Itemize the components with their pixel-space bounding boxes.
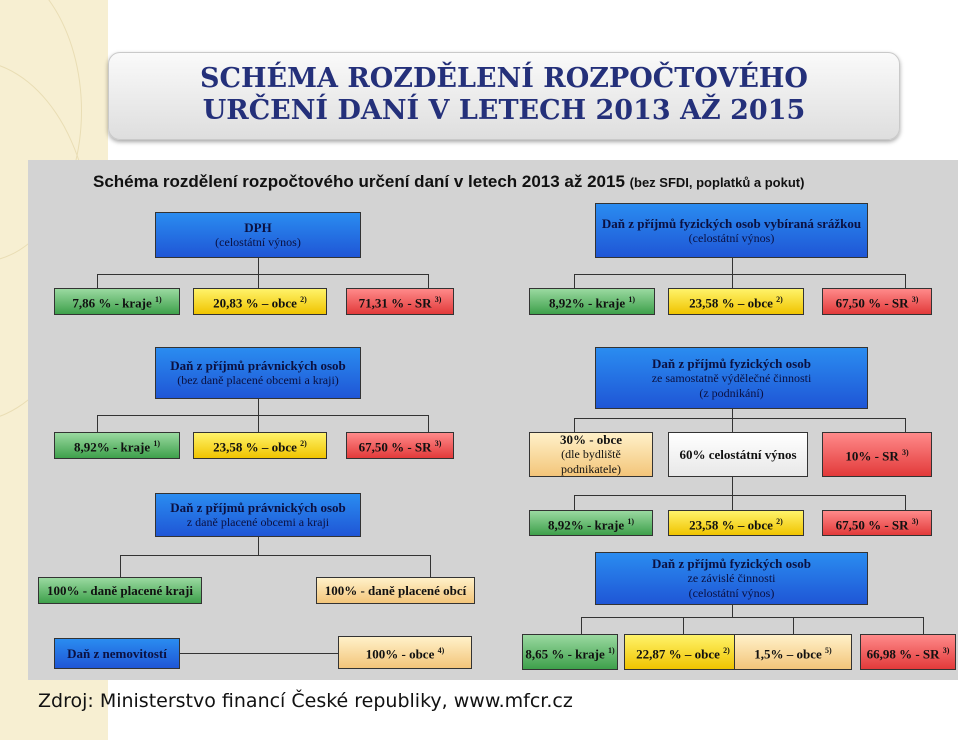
connector-line <box>574 495 575 510</box>
dppo-obce-100-text: 100% - daně placené obcí <box>324 583 467 598</box>
dpfo-zc-box <box>595 552 868 605</box>
connector-line <box>923 617 924 634</box>
connector-line <box>793 617 794 634</box>
dpfo-zc-obce-box <box>624 634 742 670</box>
connector-line <box>732 418 733 432</box>
dpfo-svc-note-1: ze samostatně výdělečné činnosti <box>651 370 812 385</box>
dpfo-svc-name: Daň z příjmů fyzických osob <box>652 355 811 371</box>
footnote-mark: 1) <box>153 439 161 449</box>
dpfo-zc-note-1: ze závislé činnosti <box>687 571 776 585</box>
dpfo-svc-sr-text: 10% - SR <box>845 448 899 464</box>
connector-line <box>97 274 98 288</box>
dpfo-svc-box <box>595 347 868 409</box>
dpfo-zc-obce-2-text: 1,5% – obce <box>754 646 822 662</box>
dph-kraje-text: 7,86 % - kraje <box>72 295 152 311</box>
dpfo-svc-obce-text: 30% - obce <box>559 432 623 447</box>
connector-line <box>732 605 733 617</box>
dppo-obce-box <box>193 432 327 459</box>
dpfo-srazka-kraje-box <box>529 288 655 315</box>
connector-line <box>97 415 98 432</box>
dppo-kraje-100-text: 100% - daně placené kraji <box>47 583 193 598</box>
dppo-obce-kraje-name: Daň z příjmů právnických osob <box>170 500 346 515</box>
connector-line <box>120 555 430 556</box>
connector-line <box>574 495 905 496</box>
footnote-mark: 2) <box>300 439 307 449</box>
footnote-mark: 4) <box>437 646 445 656</box>
dppo-obce-text: 23,58 % – obce <box>213 439 297 455</box>
connector-line <box>683 617 684 634</box>
slide-title-line-2: URČENÍ DANÍ V LETECH 2013 AŽ 2015 <box>202 95 806 126</box>
dpfo-zc-note-2: (celostátní výnos) <box>688 586 775 600</box>
connector-line <box>905 274 906 288</box>
connector-line <box>581 617 923 618</box>
connector-line <box>905 418 906 432</box>
dppo-name: Daň z příjmů právnických osob <box>170 358 346 373</box>
dpfo-srazka-box <box>595 203 868 258</box>
dppo-obce-kraje-box <box>155 493 361 537</box>
dpfo-srazka-sr-box <box>822 288 932 315</box>
dph-sr-text: 71,31 % - SR <box>358 295 432 311</box>
footnote-mark: 3) <box>902 448 909 458</box>
dpfo-svc-celostatni-text: 60% celostátní výnos <box>679 447 797 462</box>
dph-note: (celostátní výnos) <box>215 235 301 249</box>
footnote-mark: 1) <box>627 516 635 526</box>
dpfo-svc-celostatni-box <box>668 432 808 477</box>
slide-title-box <box>108 52 900 140</box>
scheme-title <box>93 172 804 192</box>
source-caption: Zdroj: Ministerstvo financí České republiky, www.mfcr.cz <box>38 690 573 712</box>
dpfo-svc-sub-sr-text: 67,50 % - SR <box>835 517 909 533</box>
connector-line <box>732 477 733 495</box>
dpfo-srazka-obce-text: 23,58 % – obce <box>689 295 773 311</box>
scheme-title-text: Schéma rozdělení rozpočtového určení daní v letech 2013 až 2015 <box>93 172 625 191</box>
footnote-mark: 3) <box>942 645 950 655</box>
connector-line <box>258 537 259 555</box>
dpfo-zc-obce-text: 22,87 % – obce <box>636 646 720 662</box>
dppo-sr-text: 67,50 % - SR <box>358 439 432 455</box>
connector-line <box>430 555 431 577</box>
nemovitosti-name: Daň z nemovitostí <box>67 646 167 661</box>
dppo-kraje-box <box>54 432 180 459</box>
connector-line <box>732 274 733 288</box>
dpfo-svc-sub-sr-box <box>822 510 932 536</box>
footnote-mark: 1) <box>155 295 162 305</box>
footnote-mark: 5) <box>825 645 832 655</box>
dpfo-zc-kraje-box <box>522 634 618 670</box>
dph-obce-text: 20,83 % – obce <box>213 295 297 311</box>
scheme-title-note: (bez SFDI, poplatků a pokut) <box>629 175 805 190</box>
connector-line <box>574 418 905 419</box>
connector-line <box>258 258 259 274</box>
connector-line <box>97 274 428 275</box>
tax-distribution-scheme <box>28 160 958 680</box>
dpfo-svc-obce-note: (dle bydliště podnikatele) <box>561 447 621 476</box>
dppo-kraje-text: 8,92% - kraje <box>73 439 151 455</box>
footnote-mark: 3) <box>911 295 919 305</box>
connector-line <box>732 495 733 510</box>
dpfo-srazka-note: (celostátní výnos) <box>688 230 775 245</box>
dpfo-srazka-obce-box <box>668 288 804 315</box>
dppo-kraje-100-box <box>38 577 202 604</box>
connector-line <box>258 274 259 288</box>
dpfo-svc-sub-obce-box <box>668 510 804 536</box>
dpfo-srazka-name: Daň z příjmů fyzických osob vybíraná srážkou <box>601 215 862 231</box>
dpfo-zc-name: Daň z příjmů fyzických osob <box>652 556 811 571</box>
dpfo-svc-sub-kraje-box <box>529 510 653 536</box>
dppo-note: (bez daně placené obcemi a kraji) <box>177 373 339 387</box>
dpfo-srazka-sr-text: 67,50 % - SR <box>835 295 909 311</box>
nemovitosti-obce-text: 100% - obce <box>365 646 435 662</box>
nemovitosti-box <box>54 638 180 669</box>
connector-line <box>97 415 428 416</box>
dpfo-srazka-kraje-text: 8,92% - kraje <box>548 295 626 311</box>
footnote-mark: 1) <box>608 645 615 655</box>
dph-box <box>155 212 361 258</box>
footnote-mark: 2) <box>723 645 730 655</box>
footnote-mark: 2) <box>300 295 307 305</box>
dpfo-svc-sub-obce-text: 23,58 % – obce <box>689 517 773 533</box>
dpfo-svc-obce-box <box>529 432 653 477</box>
connector-line <box>905 495 906 510</box>
dpfo-svc-sub-kraje-text: 8,92% - kraje <box>547 517 625 533</box>
connector-line <box>574 418 575 432</box>
connector-line <box>581 617 582 634</box>
connector-line <box>120 555 121 577</box>
footnote-mark: 2) <box>776 295 783 305</box>
connector-line <box>258 415 259 432</box>
dpfo-svc-note-2: (z podnikání) <box>699 385 764 400</box>
connector-line <box>258 399 259 415</box>
dph-sr-box <box>346 288 454 315</box>
dph-name: DPH <box>244 220 272 235</box>
dpfo-zc-obce-2-box <box>734 634 852 670</box>
footnote-mark: 3) <box>434 295 442 305</box>
dppo-box <box>155 347 361 399</box>
dppo-obce-100-box <box>316 577 475 604</box>
connector-line <box>574 274 905 275</box>
dpfo-zc-kraje-text: 8,65 % - kraje <box>525 646 605 662</box>
dpfo-zc-sr-box <box>860 634 956 670</box>
slide-title-line-1: SCHÉMA ROZDĚLENÍ ROZPOČTOVÉHO <box>200 63 808 94</box>
dpfo-zc-sr-text: 66,98 % - SR <box>866 646 940 662</box>
footnote-mark: 3) <box>434 439 442 449</box>
connector-line <box>428 274 429 288</box>
connector-line <box>574 274 575 288</box>
connector-line <box>732 258 733 274</box>
footnote-mark: 1) <box>628 295 636 305</box>
dph-kraje-box <box>54 288 180 315</box>
dpfo-svc-sr-box <box>822 432 932 477</box>
connector-line <box>180 653 338 654</box>
connector-line <box>428 415 429 432</box>
footnote-mark: 3) <box>911 516 919 526</box>
dppo-obce-kraje-note: z daně placené obcemi a kraji <box>186 515 330 529</box>
nemovitosti-obce-box <box>338 636 472 669</box>
dppo-sr-box <box>346 432 454 459</box>
footnote-mark: 2) <box>776 516 783 526</box>
dph-obce-box <box>193 288 327 315</box>
connector-line <box>732 409 733 418</box>
